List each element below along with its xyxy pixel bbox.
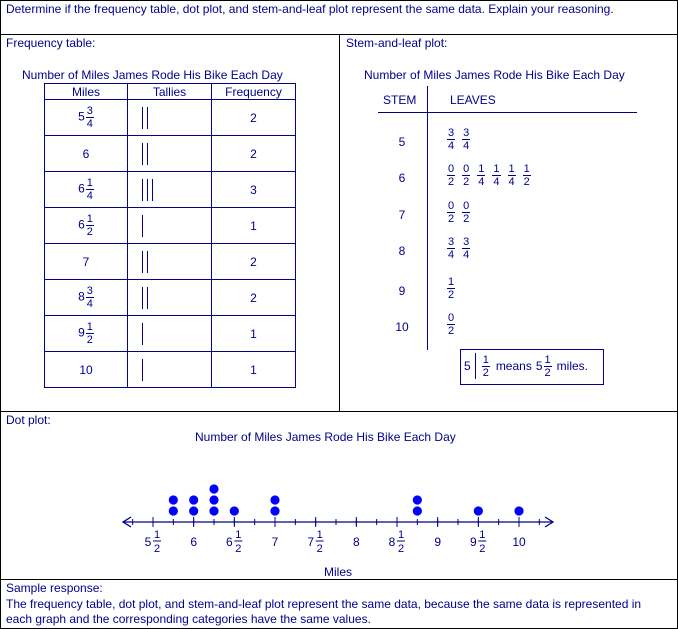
leaf-fraction (508, 163, 516, 188)
dot-plot-chart (0, 470, 678, 565)
miles-whole: 10 (79, 362, 93, 377)
tallies-cell (128, 352, 212, 388)
miles-cell (45, 280, 128, 316)
miles-den: 4 (86, 298, 93, 310)
tallies-cell (128, 172, 212, 208)
response-label: Sample response: (6, 581, 103, 595)
tally-mark (142, 323, 143, 345)
frequency-cell: 2 (212, 136, 296, 172)
leaf-fraction (462, 236, 470, 261)
frequency-row (45, 316, 296, 352)
leaf-row (446, 276, 455, 301)
leaf-fraction (492, 163, 500, 188)
miles-den: 2 (86, 334, 93, 346)
tick-label: 6 (225, 535, 233, 549)
miles-whole: 6 (78, 217, 85, 232)
frequency-row (45, 100, 296, 136)
data-dot (189, 506, 198, 515)
key-value-fraction (544, 354, 552, 379)
frequency-table-title: Number of Miles James Rode His Bike Each Day (22, 68, 283, 82)
leaf-num: 1 (508, 163, 515, 175)
tick-label-den: 2 (316, 543, 323, 555)
tallies-cell (128, 280, 212, 316)
dot-plot-title: Number of Miles James Rode His Bike Each Day (195, 430, 456, 444)
dot-plot-xlabel: Miles (324, 565, 353, 579)
leaf-den: 4 (463, 249, 470, 261)
tick-label-num: 1 (153, 529, 161, 541)
leaf-row (446, 312, 455, 337)
tick-label-den: 2 (235, 543, 242, 555)
miles-den: 4 (86, 118, 93, 130)
tick-label: 5 (144, 535, 152, 549)
key-value-num: 1 (544, 353, 551, 366)
frequency-row (45, 172, 296, 208)
frequency-cell: 1 (212, 208, 296, 244)
miles-num: 1 (86, 213, 93, 225)
leaf-row (446, 236, 470, 261)
leaf-den: 2 (448, 213, 455, 225)
header-miles: Miles (45, 84, 128, 100)
stem-value: 8 (398, 244, 406, 258)
miles-whole: 9 (78, 325, 85, 340)
tally-mark (142, 251, 143, 273)
tick-label: 7 (307, 535, 315, 549)
stem-leaf-vline (427, 86, 428, 350)
leaf-den: 2 (448, 325, 455, 337)
tally-mark (142, 179, 143, 201)
leaf-fraction (447, 200, 455, 225)
miles-whole: 5 (78, 109, 85, 124)
stem-value: 10 (395, 320, 409, 334)
frequency-row (45, 244, 296, 280)
leaf-den: 4 (448, 140, 455, 152)
key-whole: 5 (535, 359, 543, 373)
tally-mark (147, 143, 148, 165)
tick-label-den: 2 (479, 543, 486, 555)
tick-label: 9 (469, 535, 477, 549)
tick-label-num: 1 (235, 529, 242, 541)
tallies-cell (128, 100, 212, 136)
data-dot (514, 506, 523, 515)
frequency-row (45, 352, 296, 388)
tally-mark (142, 359, 143, 381)
leaf-num: 0 (448, 312, 455, 324)
leaf-fraction (447, 127, 455, 152)
frequency-cell: 2 (212, 100, 296, 136)
leaf-fraction (447, 276, 455, 301)
stem-value: 9 (398, 284, 406, 298)
key-leaf-fraction (482, 354, 490, 379)
tallies-cell (128, 316, 212, 352)
header-tallies: Tallies (128, 84, 212, 100)
miles-num: 3 (86, 285, 93, 297)
data-dot (270, 506, 279, 515)
tick-label-den: 2 (153, 543, 161, 555)
leaves-header: LEAVES (450, 93, 496, 107)
leaf-den: 4 (508, 176, 515, 188)
tally-mark (142, 143, 143, 165)
data-dot (230, 506, 239, 515)
frequency-cell: 2 (212, 244, 296, 280)
data-dot (209, 484, 218, 493)
data-dot (209, 495, 218, 504)
leaf-row (446, 127, 470, 152)
stem-leaf-title: Number of Miles James Rode His Bike Each Day (364, 68, 625, 82)
miles-cell (45, 100, 128, 136)
frequency-cell: 1 (212, 316, 296, 352)
leaf-num: 3 (463, 236, 470, 248)
stem-value: 7 (398, 208, 406, 222)
tallies-cell (128, 208, 212, 244)
leaf-den: 2 (463, 213, 470, 225)
miles-fraction (86, 177, 94, 202)
prompt-text: Determine if the frequency table, dot plot, and stem-and-leaf plot represent the same data. Explain your reasoning. (6, 2, 614, 16)
leaf-fraction (447, 163, 455, 188)
miles-num: 1 (86, 321, 93, 333)
leaf-row (446, 163, 531, 188)
tick-label: 6 (190, 535, 198, 549)
leaf-fraction (462, 200, 470, 225)
miles-den: 2 (86, 226, 93, 238)
leaf-fraction (447, 236, 455, 261)
tick-label: 8 (352, 535, 360, 549)
leaf-den: 4 (463, 140, 470, 152)
leaf-num: 3 (448, 236, 455, 248)
tick-label: 7 (271, 535, 279, 549)
frequency-row (45, 136, 296, 172)
miles-fraction (86, 285, 94, 310)
frequency-cell: 2 (212, 280, 296, 316)
tallies-cell (128, 244, 212, 280)
miles-cell (45, 352, 128, 388)
leaf-num: 1 (478, 163, 485, 175)
miles-cell (45, 316, 128, 352)
key-value-den: 2 (544, 366, 551, 379)
frequency-cell: 3 (212, 172, 296, 208)
leaf-den: 4 (493, 176, 500, 188)
leaf-num: 1 (448, 276, 455, 288)
frequency-table (44, 83, 296, 388)
frequency-table-label: Frequency table: (6, 36, 96, 50)
data-dot (189, 495, 198, 504)
response-text: The frequency table, dot plot, and stem-and-leaf plot represent the same data, because the same data is represented in each graph and the corresponding categories have the same values. (6, 597, 642, 626)
dot-plot-label: Dot plot: (6, 413, 51, 427)
tally-mark (147, 107, 148, 129)
miles-num: 1 (86, 177, 93, 189)
leaf-num: 3 (463, 127, 470, 139)
leaf-row (446, 200, 470, 225)
key-stem: 5 (464, 359, 471, 373)
key-unit: miles. (556, 359, 588, 373)
tally-mark (142, 107, 143, 129)
stem-leaf-label: Stem-and-leaf plot: (346, 36, 448, 50)
leaf-num: 1 (493, 163, 500, 175)
tallies-cell (128, 136, 212, 172)
data-dot (169, 495, 178, 504)
data-dot (270, 495, 279, 504)
tally-mark (142, 215, 143, 237)
leaf-fraction (462, 163, 470, 188)
leaf-den: 2 (448, 289, 455, 301)
miles-fraction (86, 105, 94, 130)
tick-label: 9 (434, 535, 442, 549)
tally-mark (152, 179, 153, 201)
miles-cell (45, 136, 128, 172)
miles-cell (45, 244, 128, 280)
miles-cell (45, 172, 128, 208)
leaf-num: 3 (448, 127, 455, 139)
frequency-row (45, 280, 296, 316)
tally-mark (147, 179, 148, 201)
leaf-fraction (477, 163, 485, 188)
miles-num: 3 (86, 105, 93, 117)
leaf-num: 0 (463, 163, 470, 175)
leaf-num: 1 (523, 163, 530, 175)
tally-mark (147, 251, 148, 273)
stem-leaf-hline (378, 112, 637, 113)
stem-header: STEM (383, 93, 417, 107)
tick-label-num: 1 (479, 529, 486, 541)
frequency-row (45, 208, 296, 244)
miles-fraction (86, 321, 94, 346)
leaf-num: 0 (463, 200, 470, 212)
key-leaf-num: 1 (482, 353, 489, 366)
tally-mark (147, 287, 148, 309)
leaf-den: 2 (448, 176, 455, 188)
leaf-fraction (523, 163, 531, 188)
leaf-den: 4 (478, 176, 485, 188)
key-means: means (495, 359, 532, 373)
leaf-num: 0 (448, 200, 455, 212)
key-divider (475, 353, 476, 379)
miles-fraction (86, 213, 94, 238)
stem-value: 6 (398, 171, 406, 185)
leaf-fraction (447, 312, 455, 337)
leaf-den: 2 (463, 176, 470, 188)
leaf-den: 4 (448, 249, 455, 261)
data-dot (209, 506, 218, 515)
data-dot (413, 495, 422, 504)
tick-label: 8 (388, 535, 396, 549)
leaf-fraction (462, 127, 470, 152)
miles-whole: 7 (82, 254, 90, 269)
tick-label-num: 1 (316, 529, 323, 541)
data-dot (474, 506, 483, 515)
miles-den: 4 (86, 190, 93, 202)
stem-value: 5 (398, 135, 406, 149)
miles-whole: 6 (78, 181, 85, 196)
frequency-cell: 1 (212, 352, 296, 388)
tick-label-den: 2 (397, 543, 405, 555)
key-leaf-den: 2 (482, 366, 489, 379)
miles-cell (45, 208, 128, 244)
tick-label-num: 1 (397, 529, 405, 541)
leaf-den: 2 (523, 176, 530, 188)
data-dot (413, 506, 422, 515)
leaf-num: 0 (448, 163, 455, 175)
miles-whole: 8 (78, 289, 85, 304)
data-dot (169, 506, 178, 515)
stem-leaf-key-content (464, 353, 588, 379)
tally-mark (142, 287, 143, 309)
miles-whole: 6 (82, 146, 90, 161)
tick-label: 10 (512, 535, 526, 549)
header-frequency: Frequency (212, 84, 296, 100)
